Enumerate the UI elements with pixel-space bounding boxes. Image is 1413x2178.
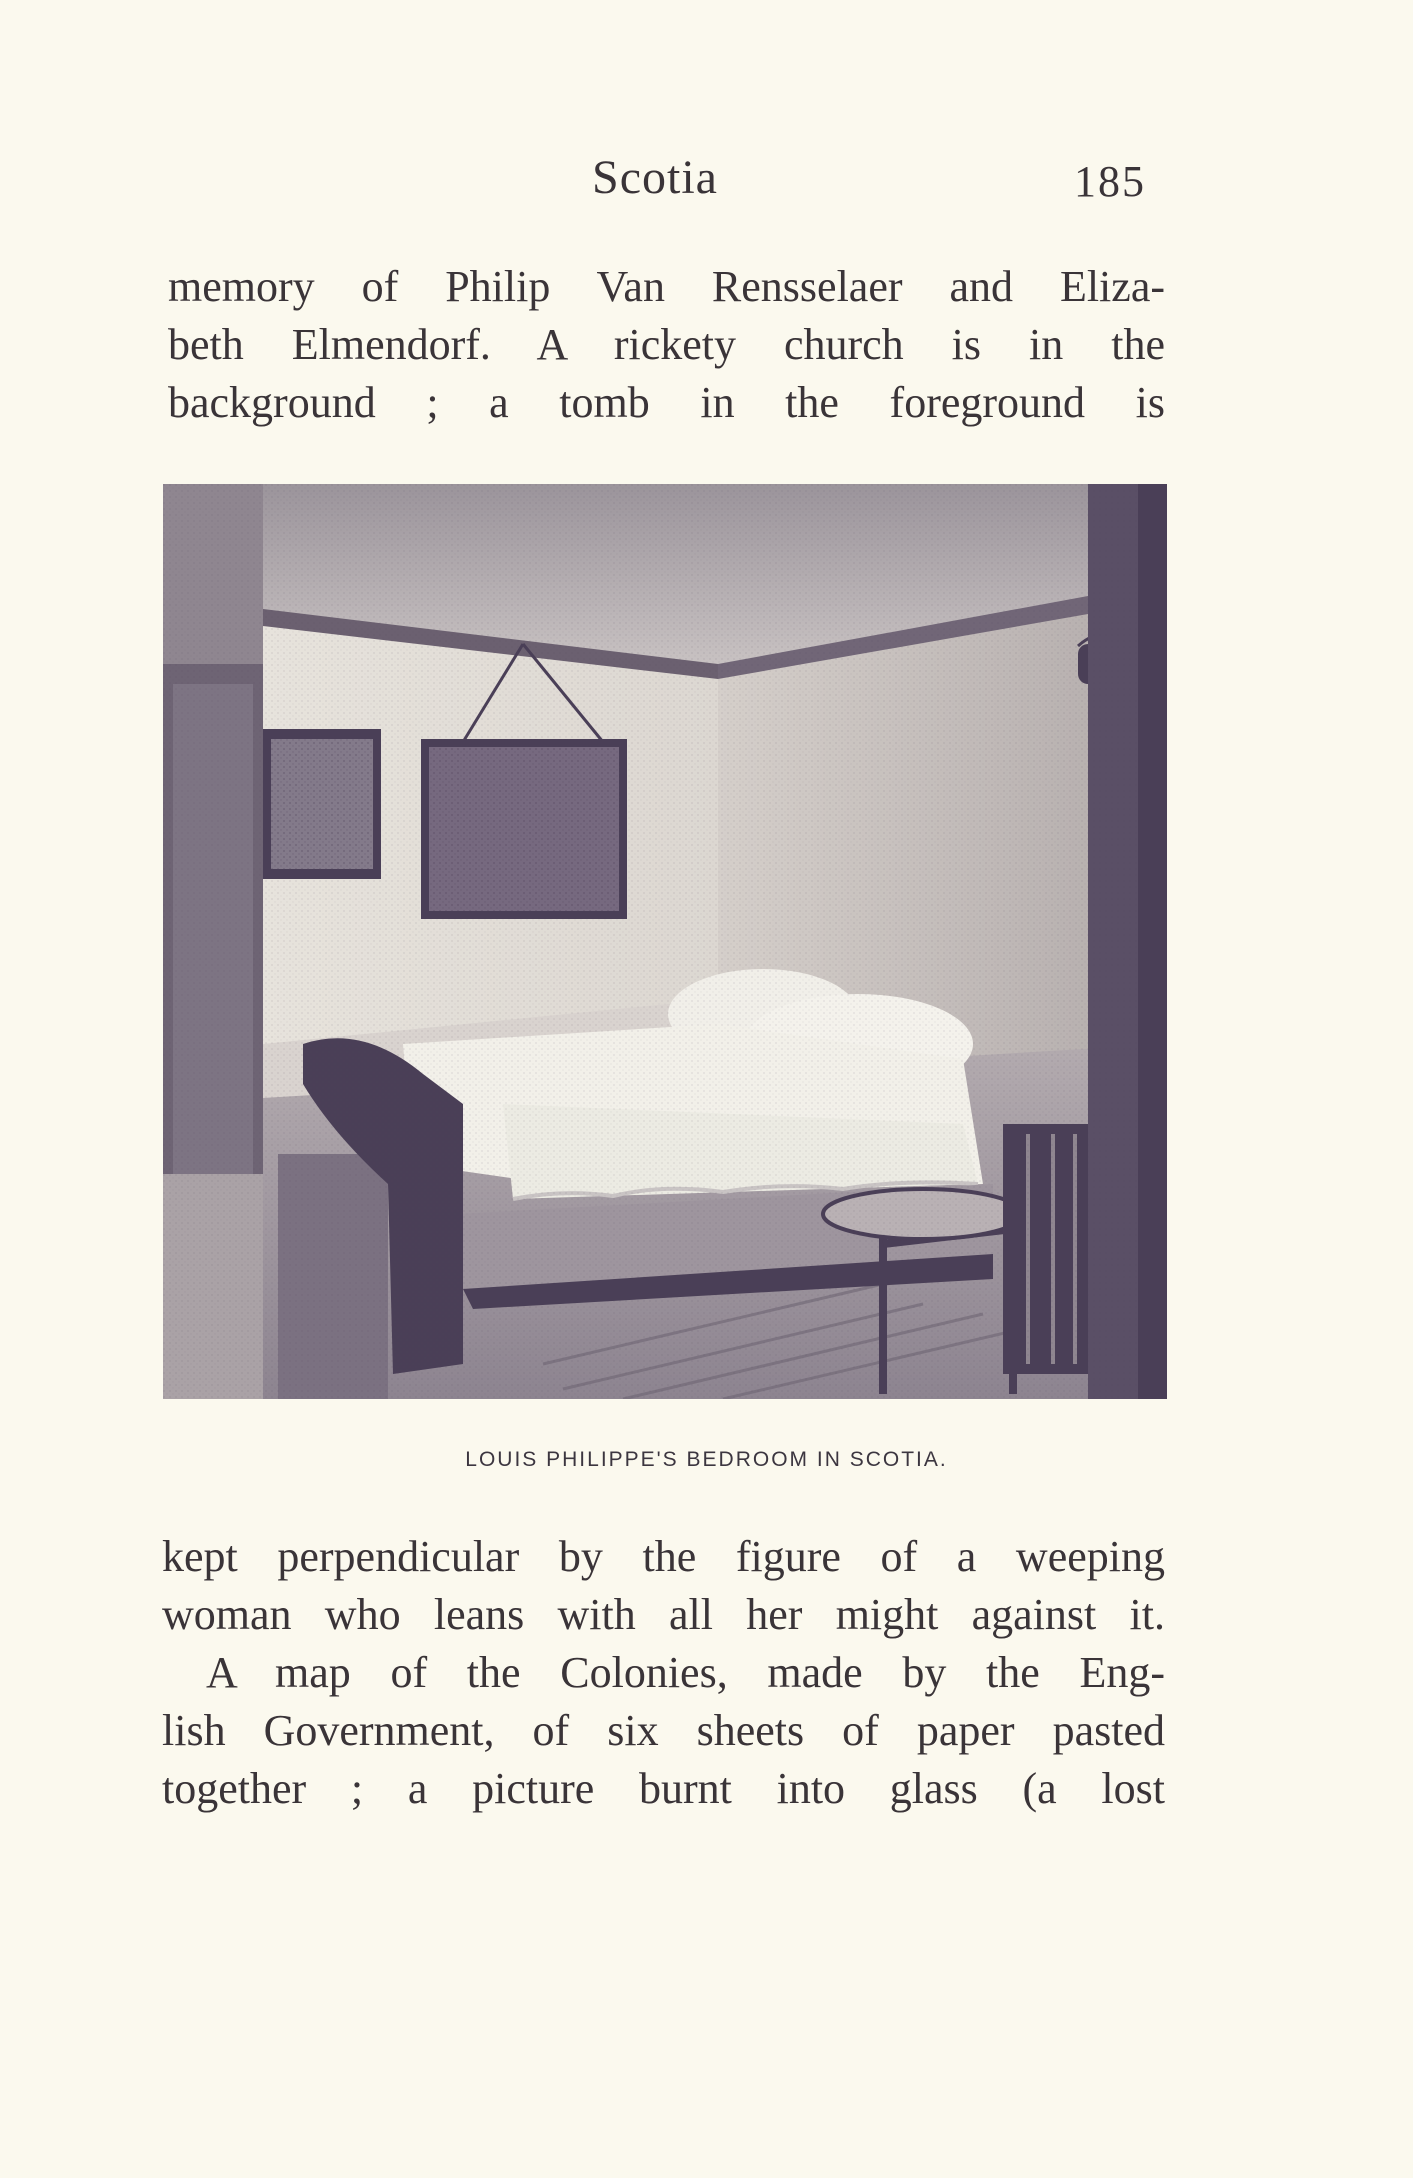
page-number: 185: [1074, 157, 1146, 206]
running-head-title: Scotia: [592, 151, 718, 204]
text-line: together ; a picture burnt into glass (a lost: [162, 1764, 1165, 1813]
text-line: woman who leans with all her might against it.: [162, 1590, 1165, 1639]
text-line: memory of Philip Van Rensselaer and Eliza-: [168, 262, 1165, 311]
paragraph-bottom: [162, 1528, 1165, 1818]
bedroom-photograph: [163, 484, 1167, 1399]
text-line: background ; a tomb in the foreground is: [168, 378, 1165, 427]
text-line: lish Government, of six sheets of paper pasted: [162, 1706, 1165, 1755]
plate-caption: LOUIS PHILIPPE'S BEDROOM IN SCOTIA.: [465, 1448, 948, 1471]
paragraph-top: [168, 258, 1165, 432]
text-line: kept perpendicular by the figure of a weeping: [162, 1532, 1165, 1581]
text-line: beth Elmendorf. A rickety church is in the: [168, 320, 1165, 369]
text-line: A map of the Colonies, made by the Eng-: [206, 1648, 1165, 1697]
running-head: [0, 150, 1413, 210]
